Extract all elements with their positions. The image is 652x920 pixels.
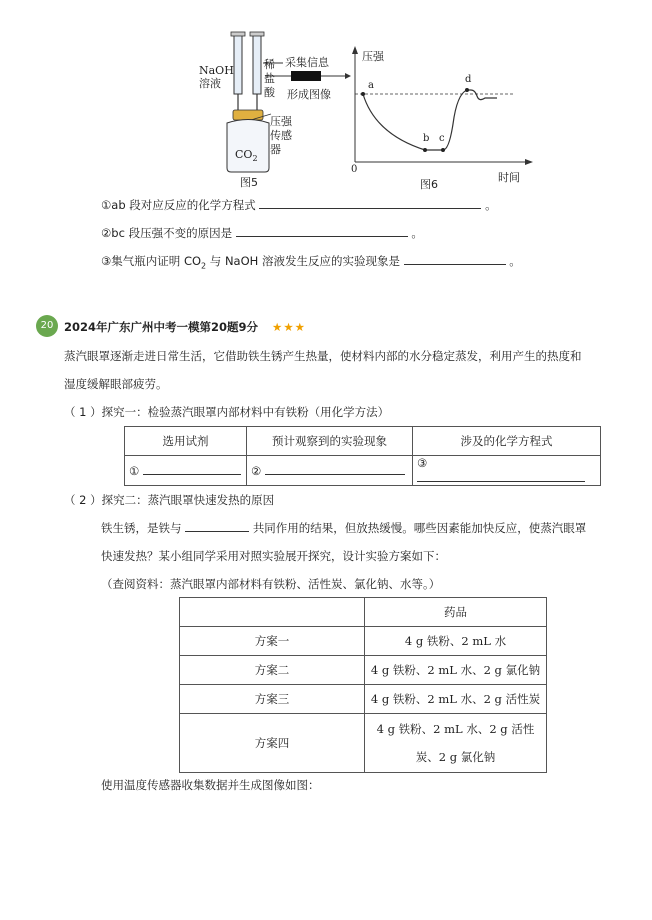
answer-blank-2[interactable] [236,225,408,237]
figure-5 [195,28,358,188]
question-2-text: ②bc 段压强不变的原因是 [101,226,233,240]
point-a-dot [361,92,365,96]
acid-label-3: 酸 [264,86,275,99]
acid-label [264,58,276,100]
table-row [180,685,547,714]
closing-text: 使用温度传感器收集数据并生成图像如图： [101,778,320,792]
sensor-label-2: 传感 [270,129,292,142]
point-a-label: a [368,80,374,91]
bottle-label [235,148,258,163]
cell-marker-3: ③ [417,456,428,470]
part-1-heading: （ 1 ）探究一：检验蒸汽眼罩内部材料中有铁粉（用化学方法） [64,405,390,419]
question-1-text: ①ab 段对应反应的化学方程式 [101,198,256,212]
table-1-cell [413,456,601,486]
point-d-label: d [465,74,472,85]
table-1-cell [247,456,413,486]
graph-xlabel: 时间 [498,171,520,184]
plan-name: 方案一 [180,627,365,656]
question-1-end: 。 [485,198,497,212]
acid-label-1: 稀 [264,58,275,71]
sensor-label [270,115,292,157]
collect-label: 采集信息 [285,56,329,69]
point-d-dot [465,88,469,92]
image-label: 形成图像 [287,88,331,101]
answer-blank-1[interactable] [259,197,481,209]
table-1-header: 涉及的化学方程式 [413,427,601,456]
bottle-sub: 2 [252,154,258,164]
point-b-dot [423,148,427,152]
part-2-heading: （ 2 ）探究二：蒸汽眼罩快速发热的原因 [64,493,275,507]
point-c-dot [441,148,445,152]
plan-content-line-2: 炭、2 g 氯化钠 [415,750,496,764]
question-3-sub: 2 [201,261,207,271]
plan-content: 4 g 铁粉、2 mL 水 [365,627,547,656]
plan-name: 方案四 [180,714,365,773]
part-2-line-3: （查阅资料：蒸汽眼罩内部材料有铁粉、活性炭、氯化钠、水等。） [101,577,441,591]
plan-name: 方案三 [180,685,365,714]
point-c-label: c [439,133,445,144]
plan-content: 4 g 铁粉、2 mL 水、2 g 活性炭 [365,685,547,714]
answer-blank-7[interactable] [185,520,249,532]
table-1-header: 预计观察到的实验现象 [247,427,413,456]
part-2-text-a: 铁生锈，是铁与 [101,521,182,535]
naoh-label [199,64,234,90]
question-3-end: 。 [509,254,521,268]
point-b-label: b [423,133,430,144]
table-row [180,627,547,656]
plan-content: 4 g 铁粉、2 mL 水、2 g 氯化钠 [365,656,547,685]
table-2-header: 药品 [365,598,547,627]
y-axis-arrow [352,46,358,54]
part-2-line-2: 快速发热？某小组同学采用对照实验展开探究，设计实验方案如下： [101,549,446,563]
plan-content [365,714,547,773]
answer-blank-3[interactable] [404,253,506,265]
bottle-co: CO [235,148,253,161]
answer-blank-5[interactable] [265,463,405,475]
question-2-end: 。 [411,226,423,240]
question-3-post: 与 NaOH 溶液发生反应的实验现象是 [206,254,400,268]
answer-blank-4[interactable] [143,463,241,475]
graph-origin: 0 [351,164,358,175]
answer-blank-6[interactable] [417,470,585,482]
plan-name: 方案二 [180,656,365,685]
part-2-line-1 [101,520,631,536]
naoh-label-line1: NaOH [199,64,234,77]
sensor-label-3: 器 [270,143,281,156]
apparatus-diagram [195,28,358,188]
figure-6-caption: 图6 [420,178,438,191]
problem-number-badge: 20 [36,315,58,337]
naoh-label-line2: 溶液 [199,77,221,90]
pressure-curve [363,90,497,150]
figure-6 [345,44,535,184]
part-2-text-b: 共同作用的结果，但放热缓慢。哪些因素能加快反应，使蒸汽眼罩 [252,521,587,535]
table-1-answer-row [125,456,601,486]
sensor-label-1: 压强 [270,115,292,128]
table-1-cell [125,456,247,486]
question-3 [101,253,521,274]
x-axis-arrow [525,159,533,165]
problem-header [64,319,306,335]
acid-label-2: 盐 [264,72,275,85]
table-row [180,656,547,685]
question-3-pre: ③集气瓶内证明 CO [101,254,202,268]
problem-title: 2024年广东广州中考一模第20题9分 [64,320,259,334]
table-2 [179,597,547,773]
table-2-corner [180,598,365,627]
cell-marker-2: ② [251,464,262,478]
figure-5-caption: 图5 [240,176,258,189]
question-2 [101,225,423,241]
table-1-header-row [125,427,601,456]
table-2-header-row [180,598,547,627]
graph-ylabel: 压强 [362,50,384,63]
table-1 [124,426,601,486]
table-row [180,714,547,773]
question-1 [101,197,497,213]
intro-line-1: 蒸汽眼罩逐渐走进日常生活，它借助铁生锈产生热量，使材料内部的水分稳定蒸发，利用产生的热度和 [64,349,582,363]
difficulty-stars: ★★★ [272,320,306,334]
pressure-graph [345,44,535,184]
intro-line-2: 湿度缓解眼部疲劳。 [64,377,168,391]
table-1-header: 选用试剂 [125,427,247,456]
plan-content-line-1: 4 g 铁粉、2 mL 水、2 g 活性 [376,722,535,736]
cell-marker-1: ① [129,464,140,478]
